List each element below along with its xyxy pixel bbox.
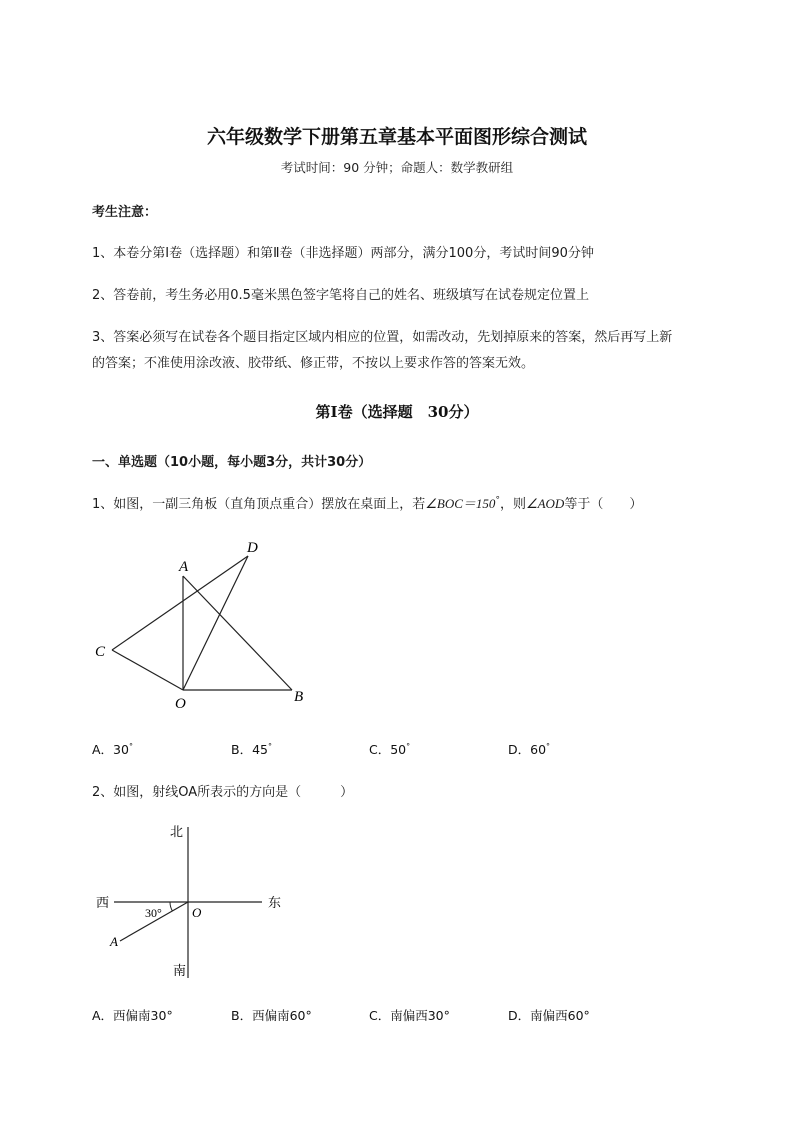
part-title: 一、单选题（10小题，每小题3分，共计30分） <box>92 455 372 470</box>
q2-label-north: 北 <box>170 825 184 840</box>
q1-line-od <box>183 556 248 690</box>
q2-option-c[interactable]: C．南偏西30° <box>369 1008 450 1023</box>
q1-label-d: D <box>247 540 258 556</box>
q1-option-a[interactable] <box>92 740 133 758</box>
q1-degree: ° <box>495 495 500 506</box>
q1-option-b[interactable] <box>231 740 272 758</box>
q2-label-o: O <box>192 905 202 920</box>
section-title: 第Ⅰ卷（选择题 30分） <box>315 403 479 421</box>
q1-option-d-text: D．60 <box>508 742 547 757</box>
q1-option-c-text: C．50 <box>369 742 407 757</box>
q1-option-b-degree: ° <box>267 741 272 751</box>
question-2-stem: 2、如图，射线OA所表示的方向是（ ） <box>92 785 354 800</box>
q2-label-east: 东 <box>268 896 282 911</box>
notice-item-3-cont: 的答案；不准使用涂改液、胶带纸、修正带，不按以上要求作答的答案无效。 <box>92 356 535 371</box>
q2-option-a[interactable]: A．西偏南30° <box>92 1008 173 1023</box>
q1-line-ab <box>183 576 292 690</box>
page-title: 六年级数学下册第五章基本平面图形综合测试 <box>206 126 587 148</box>
q1-stem-prefix: 1、如图，一副三角板（直角顶点重合）摆放在桌面上，若 <box>92 497 426 512</box>
q2-angle-label: 30° <box>145 906 162 920</box>
notice-item-2: 2、答卷前，考生务必用0.5毫米黑色签字笔将自己的姓名、班级填写在试卷规定位置上 <box>92 288 589 303</box>
q1-stem-suffix: 等于（ ） <box>564 497 643 512</box>
q2-angle-arc <box>170 902 172 911</box>
q1-option-d[interactable] <box>508 740 550 758</box>
q2-option-d[interactable]: D．南偏西60° <box>508 1008 590 1023</box>
q2-option-b[interactable]: B．西偏南60° <box>231 1008 312 1023</box>
q1-label-c: C <box>95 644 106 660</box>
notice-item-1: 1、本卷分第Ⅰ卷（选择题）和第Ⅱ卷（非选择题）两部分，满分100分，考试时间90分钟 <box>92 246 594 261</box>
q2-label-west: 西 <box>96 896 110 911</box>
q1-stem-mid: ，则 <box>499 497 526 512</box>
exam-info: 考试时间：90 分钟；命题人：数学教研组 <box>280 160 514 175</box>
q1-option-a-degree: ° <box>128 741 133 751</box>
notice-heading: 考生注意： <box>92 205 158 220</box>
q1-angle-boc: ∠BOC＝150 <box>425 496 496 511</box>
q2-label-a: A <box>110 934 118 949</box>
notice-item-3: 3、答案必须写在试卷各个题目指定区域内相应的位置，如需改动，先划掉原来的答案，然后再写上新 <box>92 330 673 345</box>
q1-option-c-degree: ° <box>406 741 411 751</box>
q1-line-co <box>112 650 183 690</box>
q1-option-d-degree: ° <box>546 741 551 751</box>
q1-option-b-text: B．45 <box>231 742 268 757</box>
q2-label-south: 南 <box>173 964 187 979</box>
q1-angle-aod: ∠AOD <box>525 496 565 511</box>
q1-label-b: B <box>294 689 304 705</box>
q1-label-o: O <box>175 696 186 712</box>
q1-option-a-text: A．30 <box>92 742 129 757</box>
q1-option-c[interactable] <box>369 740 410 758</box>
q1-label-a: A <box>179 559 189 575</box>
